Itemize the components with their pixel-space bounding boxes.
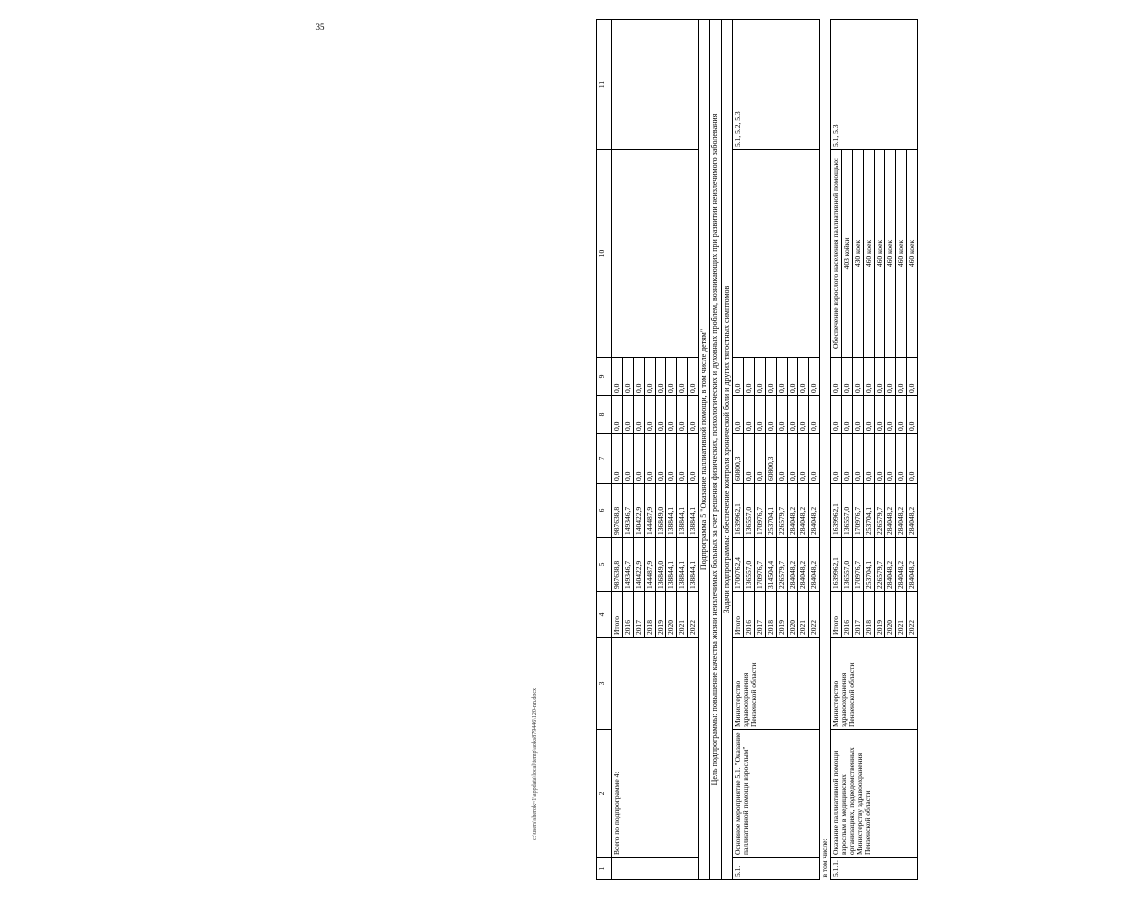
sub-event-value: 0,0 — [852, 396, 863, 434]
main-event-value: 0,0 — [744, 396, 755, 434]
sub-event-value: 0,0 — [896, 358, 907, 396]
main-event-name: Основное мероприятие 5.1. "Оказание паллиативной помощи взрослым" — [733, 730, 820, 858]
main-event-value: 284048,2 — [798, 538, 809, 592]
sub-event-value: 0,0 — [863, 396, 874, 434]
col-num-3: 3 — [597, 638, 612, 730]
main-event-value: 2020 — [787, 592, 798, 638]
sub-event-value: 284048,2 — [907, 538, 918, 592]
sub-event-value: 0,0 — [852, 434, 863, 484]
col-num-10: 10 — [597, 150, 612, 358]
main-event-value: 226579,7 — [776, 538, 787, 592]
total-value: 987638,8 — [612, 484, 623, 538]
table-row — [612, 20, 623, 880]
total-value: 2017 — [633, 592, 644, 638]
col-num-5: 5 — [597, 538, 612, 592]
table-row — [831, 20, 842, 880]
main-event-value: 2017 — [754, 592, 765, 638]
total-value: 138844,1 — [688, 484, 699, 538]
total-value: 0,0 — [688, 396, 699, 434]
main-event-value: 0,0 — [754, 358, 765, 396]
main-event-value: 170976,7 — [754, 484, 765, 538]
main-event-number: 5.1. — [733, 858, 820, 880]
sub-event-value: 0,0 — [831, 434, 842, 484]
main-event-value: 0,0 — [765, 396, 776, 434]
sub-event-value: 0,0 — [831, 358, 842, 396]
total-value: 0,0 — [612, 434, 623, 484]
total-value: 987638,8 — [612, 538, 623, 592]
sub-event-value: 284048,2 — [896, 484, 907, 538]
total-value: 0,0 — [622, 396, 633, 434]
sub-event-value: 0,0 — [852, 358, 863, 396]
main-event-value: 2019 — [776, 592, 787, 638]
col-num-4: 4 — [597, 592, 612, 638]
including-label: в том числе: — [820, 20, 831, 880]
sub-event-value: 253704,1 — [863, 484, 874, 538]
sub-event-value: 0,0 — [841, 358, 852, 396]
col-num-7: 7 — [597, 434, 612, 484]
main-event-value: 0,0 — [809, 396, 820, 434]
main-event-value: 284048,2 — [787, 538, 798, 592]
sub-event-indicator: 460 коек — [885, 150, 896, 358]
total-value: 138844,1 — [677, 538, 688, 592]
main-event-value: 2018 — [765, 592, 776, 638]
sub-event-value: 226579,7 — [874, 538, 885, 592]
sub-event-value: 0,0 — [841, 434, 852, 484]
col-num-2: 2 — [597, 730, 612, 858]
main-event-value: 314504,4 — [765, 538, 776, 592]
sub-event-value: 136557,0 — [841, 538, 852, 592]
total-value: 0,0 — [688, 358, 699, 396]
total-label-cell — [612, 858, 699, 880]
sub-event-value: 170976,7 — [852, 538, 863, 592]
total-value: 0,0 — [655, 434, 666, 484]
sub-event-value: 2017 — [852, 592, 863, 638]
sub-event-value: 2022 — [907, 592, 918, 638]
total-value: 144487,9 — [644, 538, 655, 592]
main-event-value: 0,0 — [744, 358, 755, 396]
total-value: 2020 — [666, 592, 677, 638]
sub-event-value: 284048,2 — [885, 484, 896, 538]
main-event-value: 170976,7 — [754, 538, 765, 592]
main-event-value: 0,0 — [733, 358, 744, 396]
main-event-value: 284048,2 — [798, 484, 809, 538]
total-value: 0,0 — [688, 434, 699, 484]
sub-event-value: 284048,2 — [896, 538, 907, 592]
sub-event-value: 0,0 — [863, 434, 874, 484]
total-label: Всего по подпрограмме 4: — [612, 638, 699, 858]
sub-event-value: 0,0 — [874, 434, 885, 484]
subprogram-goal: Цель подпрограммы: повышение качества жизни неизлечимых больных за счет решения физических, психологических и духовных проблем, возникающих при развитии неизлечимого заболевания — [710, 20, 721, 880]
total-links — [612, 20, 699, 150]
column-numbers-row — [597, 20, 612, 880]
sub-event-executor: Министерство здравоохранения Пензенской области — [831, 638, 918, 730]
main-event-value: 284048,2 — [787, 484, 798, 538]
total-value: 2018 — [644, 592, 655, 638]
sub-event-value: 0,0 — [874, 396, 885, 434]
total-value: Итого — [612, 592, 623, 638]
sub-event-value: 0,0 — [885, 434, 896, 484]
sub-event-value: 0,0 — [896, 396, 907, 434]
total-value: 138844,1 — [677, 484, 688, 538]
total-value: 2019 — [655, 592, 666, 638]
total-value: 0,0 — [644, 396, 655, 434]
document-sheet — [596, 20, 1131, 880]
main-event-value: 0,0 — [809, 434, 820, 484]
sub-event-value: 0,0 — [885, 358, 896, 396]
total-block — [612, 20, 699, 880]
total-value: 0,0 — [612, 396, 623, 434]
subprogram-task: Задачи подпрограммы: обеспечение контроля хронической боли и других тягостных симптомов — [721, 20, 732, 880]
total-value: 136849,0 — [655, 484, 666, 538]
sub-event-indicator: 430 коек — [852, 150, 863, 358]
sub-event-value: 253704,1 — [863, 538, 874, 592]
total-value: 0,0 — [666, 434, 677, 484]
total-value: 0,0 — [677, 434, 688, 484]
sub-event-value: 2021 — [896, 592, 907, 638]
main-event-value: 0,0 — [733, 396, 744, 434]
total-value: 2016 — [622, 592, 633, 638]
program-table — [596, 19, 918, 880]
sub-event-value: 0,0 — [863, 358, 874, 396]
sub-event-value: 0,0 — [874, 358, 885, 396]
main-event-block — [733, 20, 820, 880]
subprogram-header — [699, 20, 733, 880]
sub-event-value: Итого — [831, 592, 842, 638]
sub-event-value: 136557,0 — [841, 484, 852, 538]
main-event-value: 136557,0 — [744, 538, 755, 592]
main-event-value: 226579,7 — [776, 484, 787, 538]
main-event-value: 0,0 — [765, 358, 776, 396]
sub-event-value: 284048,2 — [907, 484, 918, 538]
sub-event-indicator: 460 коек — [896, 150, 907, 358]
subprogram-title: Подпрограмма 5 "Оказание паллиативной помощи, в том числе детям" — [699, 20, 710, 880]
total-value: 2022 — [688, 592, 699, 638]
total-value: 0,0 — [666, 358, 677, 396]
main-event-value: 284048,2 — [809, 538, 820, 592]
sub-event-value: 226579,7 — [874, 484, 885, 538]
total-value: 0,0 — [644, 358, 655, 396]
total-value: 2021 — [677, 592, 688, 638]
sub-event-indicator: 460 коек — [874, 150, 885, 358]
total-value: 0,0 — [622, 434, 633, 484]
main-event-value: 2021 — [798, 592, 809, 638]
main-event-value: 0,0 — [744, 434, 755, 484]
sub-event-indicator: Обеспечение взрослого населения паллиативной помощью: — [831, 150, 842, 358]
total-value: 0,0 — [612, 358, 623, 396]
total-value: 138844,1 — [688, 538, 699, 592]
sub-event-value: 1639962,1 — [831, 538, 842, 592]
main-event-value: 253704,1 — [765, 484, 776, 538]
col-num-6: 6 — [597, 484, 612, 538]
main-event-value: 2016 — [744, 592, 755, 638]
sub-event-value: 1639962,1 — [831, 484, 842, 538]
sub-event-links: 5.1, 5.3 — [831, 20, 918, 150]
page-number: 35 — [315, 22, 325, 32]
total-value: 149346,7 — [622, 484, 633, 538]
main-event-value: 0,0 — [776, 358, 787, 396]
col-num-1: 1 — [597, 858, 612, 880]
sub-event-value: 0,0 — [896, 434, 907, 484]
total-value: 0,0 — [655, 396, 666, 434]
total-value: 0,0 — [633, 396, 644, 434]
sub-event-indicator: 403 койки — [841, 150, 852, 358]
main-event-value: 0,0 — [787, 396, 798, 434]
total-value: 0,0 — [633, 358, 644, 396]
sub-event-value: 170976,7 — [852, 484, 863, 538]
sub-event-name: Оказание паллиативной помощи взрослым в медицинских организациях, подведомственных Министерству здравоохранения Пензенской области — [831, 730, 918, 858]
main-event-value: 1639962,1 — [733, 484, 744, 538]
sub-event-indicator: 460 коек — [907, 150, 918, 358]
total-value: 138844,1 — [666, 484, 677, 538]
main-event-links: 5.1, 5.2, 5.3 — [733, 20, 820, 150]
sub-event-value: 0,0 — [907, 358, 918, 396]
main-event-value: Итого — [733, 592, 744, 638]
main-event-value: 0,0 — [787, 434, 798, 484]
main-event-value: 1700762,4 — [733, 538, 744, 592]
main-event-value: 0,0 — [754, 434, 765, 484]
table-row — [733, 20, 744, 880]
main-event-value: 0,0 — [809, 358, 820, 396]
main-event-value: 0,0 — [787, 358, 798, 396]
total-value: 0,0 — [655, 358, 666, 396]
total-value: 136849,0 — [655, 538, 666, 592]
total-value: 144487,9 — [644, 484, 655, 538]
total-value: 0,0 — [677, 396, 688, 434]
main-event-value: 60800,3 — [733, 434, 744, 484]
total-value: 0,0 — [677, 358, 688, 396]
sub-event-value: 0,0 — [907, 396, 918, 434]
main-event-executor: Министерство здравоохранения Пензенской области — [733, 638, 820, 730]
main-event-value: 0,0 — [776, 434, 787, 484]
total-value: 0,0 — [622, 358, 633, 396]
total-value: 0,0 — [644, 434, 655, 484]
col-num-8: 8 — [597, 396, 612, 434]
main-event-indicator — [733, 150, 820, 358]
main-event-value: 0,0 — [754, 396, 765, 434]
sub-event-value: 2019 — [874, 592, 885, 638]
main-event-value: 60800,3 — [765, 434, 776, 484]
total-value: 140422,9 — [633, 538, 644, 592]
sub-event-value: 2020 — [885, 592, 896, 638]
main-event-value: 284048,2 — [809, 484, 820, 538]
sub-event-number: 5.1.1. — [831, 858, 918, 880]
sub-event-block — [831, 20, 918, 880]
total-value: 0,0 — [633, 434, 644, 484]
main-event-value: 0,0 — [798, 396, 809, 434]
total-value: 140422,9 — [633, 484, 644, 538]
main-event-value: 0,0 — [798, 358, 809, 396]
main-event-value: 0,0 — [776, 396, 787, 434]
total-value: 149346,7 — [622, 538, 633, 592]
sub-event-value: 0,0 — [841, 396, 852, 434]
col-num-9: 9 — [597, 358, 612, 396]
sub-event-value: 2016 — [841, 592, 852, 638]
sub-event-value: 2018 — [863, 592, 874, 638]
col-num-11: 11 — [597, 20, 612, 150]
total-value: 138844,1 — [666, 538, 677, 592]
including-block — [820, 20, 831, 880]
sub-event-value: 284048,2 — [885, 538, 896, 592]
sub-event-value: 0,0 — [885, 396, 896, 434]
total-value: 0,0 — [666, 396, 677, 434]
footer-path: c:\users\sherok~1\appdata\local\temp\aoks879446\120-nn.docx — [532, 687, 538, 840]
sub-event-value: 0,0 — [831, 396, 842, 434]
total-indicator — [612, 150, 699, 358]
main-event-value: 0,0 — [798, 434, 809, 484]
sub-event-indicator: 460 коек — [863, 150, 874, 358]
main-event-value: 2022 — [809, 592, 820, 638]
sub-event-value: 0,0 — [907, 434, 918, 484]
main-event-value: 136557,0 — [744, 484, 755, 538]
